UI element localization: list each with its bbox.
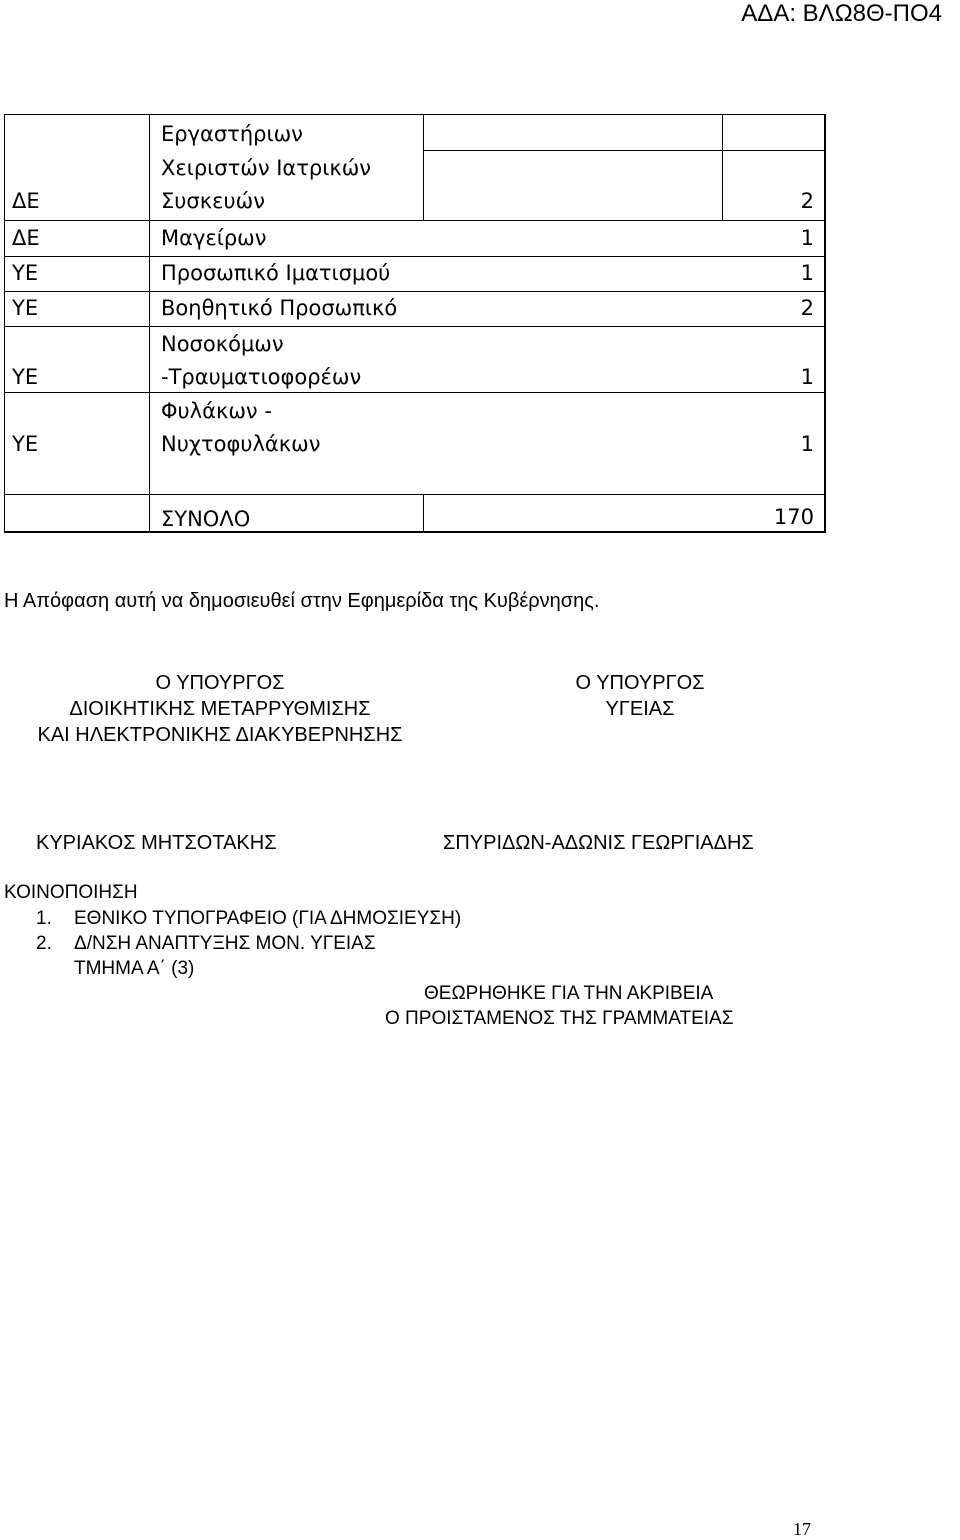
- count-cell: 1: [800, 365, 814, 389]
- specialty-cell: -Τραυματιοφορέων: [161, 365, 362, 389]
- specialty-cell: Συσκευών: [161, 189, 265, 213]
- count-cell: 1: [800, 432, 814, 456]
- title-line: Ο ΥΠΟΥΡΓΟΣ: [155, 672, 285, 694]
- right-signatory-name: ΣΠΥΡΙΔΩΝ-ΑΔΩΝΙΣ ΓΕΩΡΓΙΑΔΗΣ: [443, 832, 754, 854]
- total-count: 170: [773, 505, 814, 529]
- item-number: 1.: [36, 908, 52, 929]
- specialty-cell: Βοηθητικό Προσωπικό: [161, 296, 398, 320]
- publication-note: Η Απόφαση αυτή να δημοσιευθεί στην Εφημερίδα της Κυβέρνησης.: [4, 590, 600, 612]
- item-number: 2.: [36, 933, 52, 954]
- category-cell: ΥΕ: [12, 432, 39, 456]
- count-cell: 1: [800, 261, 814, 285]
- certification-line-1: ΘΕΩΡΗΘΗΚΕ ΓΙΑ ΤΗΝ ΑΚΡΙΒΕΙΑ: [424, 983, 714, 1004]
- count-cell: 2: [800, 189, 814, 213]
- table-border-right: [824, 114, 826, 532]
- count-cell: 2: [800, 296, 814, 320]
- specialty-cell: Φυλάκων -: [161, 399, 272, 423]
- category-cell: ΥΕ: [12, 296, 39, 320]
- notification-item-2: [36, 932, 376, 956]
- specialty-cell: Νοσοκόμων: [161, 332, 284, 356]
- specialty-cell: Εργαστήριων: [161, 122, 303, 146]
- specialty-cell: Μαγείρων: [161, 226, 267, 250]
- row-line-4: [4, 326, 826, 327]
- ada-code: ΑΔΑ: ΒΛΩ8Θ-ΠΟ4: [741, 0, 942, 27]
- category-cell: ΔΕ: [12, 189, 40, 213]
- certification-line-2: Ο ΠΡΟΙΣΤΑΜΕΝΟΣ ΤΗΣ ΓΡΑΜΜΑΤΕΙΑΣ: [385, 1008, 734, 1029]
- row-line-1: [4, 220, 826, 221]
- table-divider-1: [149, 114, 150, 532]
- title-line: Ο ΥΠΟΥΡΓΟΣ: [575, 672, 705, 694]
- row-line-3: [4, 291, 826, 292]
- left-signatory-title: [4, 670, 436, 748]
- specialty-cell: Νυχτοφυλάκων: [161, 432, 321, 456]
- row-line-2: [4, 256, 826, 257]
- category-cell: ΥΕ: [12, 365, 39, 389]
- table-inner-line: [423, 150, 825, 151]
- table-divider-3: [722, 114, 723, 220]
- table-border-left: [4, 114, 5, 532]
- title-line: ΔΙΟΙΚΗΤΙΚΗΣ ΜΕΤΑΡΡΥΘΜΙΣΗΣ: [69, 698, 371, 720]
- notification-subline: ΤΜΗΜΑ Α΄ (3): [74, 958, 195, 979]
- specialty-cell: Χειριστών Ιατρικών: [161, 156, 372, 180]
- total-label: ΣΥΝΟΛΟ: [161, 507, 251, 531]
- title-line: ΥΓΕΙΑΣ: [605, 698, 675, 720]
- item-text: Δ/ΝΣΗ ΑΝΑΠΤΥΞΗΣ ΜΟΝ. ΥΓΕΙΑΣ: [74, 933, 376, 954]
- page-number: 17: [793, 1519, 811, 1539]
- table-border-bottom: [4, 531, 826, 533]
- table-divider-2: [423, 114, 424, 220]
- count-cell: 1: [800, 226, 814, 250]
- title-line: ΚΑΙ ΗΛΕΚΤΡΟΝΙΚΗΣ ΔΙΑΚΥΒΕΡΝΗΣΗΣ: [37, 724, 403, 746]
- table-divider-total: [423, 494, 424, 532]
- left-signatory-name: ΚΥΡΙΑΚΟΣ ΜΗΤΣΟΤΑΚΗΣ: [36, 832, 277, 854]
- category-cell: ΔΕ: [12, 226, 40, 250]
- specialty-cell: Προσωπικό Ιματισμού: [161, 261, 391, 285]
- item-text: ΕΘΝΙΚΟ ΤΥΠΟΓΡΑΦΕΙΟ (ΓΙΑ ΔΗΜΟΣΙΕΥΣΗ): [74, 908, 462, 929]
- row-line-6: [4, 494, 826, 495]
- notification-heading: ΚΟΙΝΟΠΟΙΗΣΗ: [4, 882, 138, 903]
- notification-item-1: [36, 907, 462, 931]
- table-border-top: [4, 114, 826, 115]
- row-line-5: [4, 392, 826, 393]
- right-signatory-title: [540, 670, 740, 722]
- category-cell: ΥΕ: [12, 261, 39, 285]
